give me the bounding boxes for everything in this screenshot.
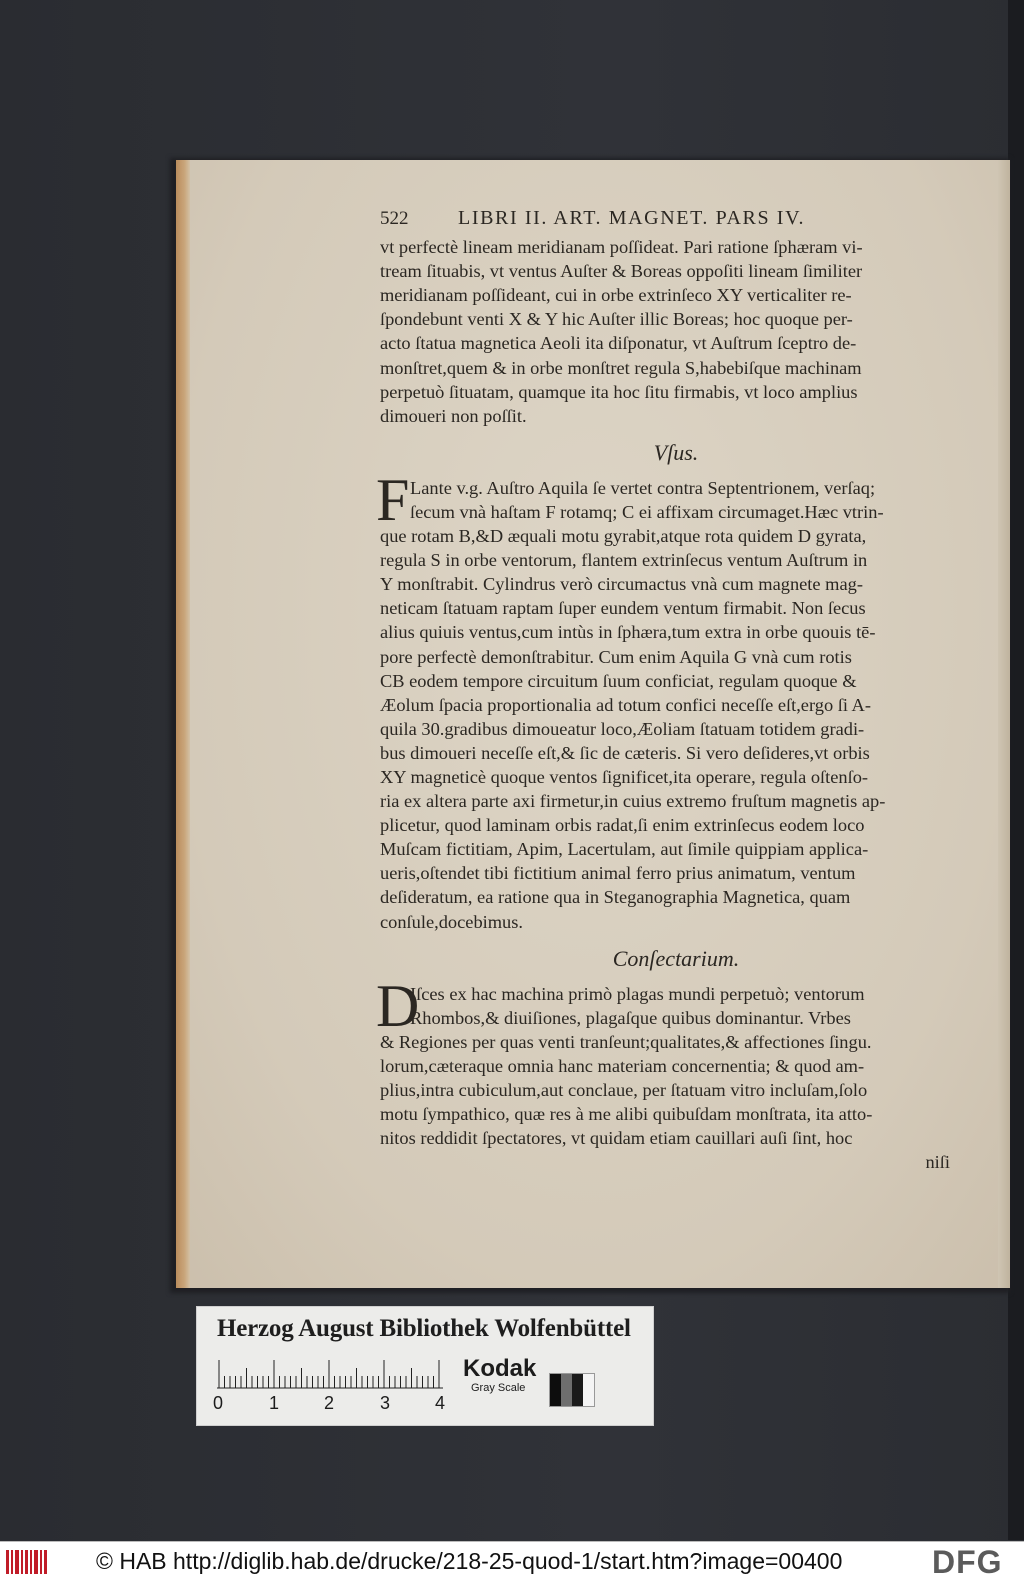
library-color-card: [196, 1306, 654, 1426]
page-edge-left: [176, 160, 190, 1288]
text-line: acto ſtatua magnetica Aeoli ita diſponatur, vt Auſtrum ſceptro de-: [380, 333, 857, 354]
ruler-number: 1: [269, 1393, 280, 1413]
section-title-consectarium: Conſectarium.: [612, 945, 740, 971]
drop-cap: F: [376, 466, 410, 533]
gray-scale-label: Gray Scale: [471, 1382, 526, 1394]
text-line: regula S in orbe ventorum, flantem extrinſecus ventum Auſtrum in: [380, 550, 868, 571]
text-line: ſecum vnà haſtam F rotamq; C ei affixam circumaget.Hæc vtrin-: [410, 501, 884, 522]
paragraph-vsus: [376, 466, 960, 934]
text-line: motu ſympathico, quæ res à me alibi quibuſdam monſtrata, ita atto-: [380, 1104, 873, 1125]
gray-patch: [583, 1374, 594, 1406]
kodak-logo: Kodak: [463, 1355, 537, 1382]
text-line: que rotam B,&D æquali motu gyrabit,atque rota quidem D gyrata,: [380, 526, 867, 547]
text-line: lorum,cæteraque omnia hanc materiam concernentia; & quod am-: [380, 1055, 865, 1076]
text-line: XY magneticè quoque ventos ſignificet,ita operare, regula oſtenſo-: [380, 766, 869, 787]
text-line: Y monſtrabit. Cylindrus verò circumactus vnà cum magnete mag-: [380, 574, 863, 595]
text-line: tream ſituabis, vt ventus Auſter & Boreas oppoſiti lineam ſimiliter: [380, 261, 863, 282]
catchword: niſi: [925, 1152, 950, 1173]
drop-cap: D: [376, 972, 420, 1039]
ruler-number: 2: [324, 1393, 335, 1413]
text-line: ria ex altera parte axi firmetur,in cuius extremo fruſtum magnetis ap-: [380, 791, 886, 812]
page-text-block: [376, 206, 960, 1174]
text-line: perpetuò ſituatam, quamque ita hoc ſitu firmabis, vt loco amplius: [380, 381, 858, 402]
text-line: alius quiuis ventus,cum intùs in ſphæra,tum extra in orbe quouis tē-: [380, 622, 876, 643]
text-line: vt perfectè lineam meridianam poſſideat. Pari ratione ſphæram vi-: [380, 237, 863, 258]
text-line: CB eodem tempore circuitum ſuum conficiat, regulam quoque &: [380, 670, 857, 691]
page-edge-right: [998, 160, 1010, 1288]
library-name: Herzog August Bibliothek Wolfenbüttel: [217, 1315, 631, 1342]
text-line: nitos reddidit ſpectatores, vt quidam etiam cauillari auſi ſint, hoc: [380, 1128, 853, 1149]
ruler-number: 0: [213, 1393, 224, 1413]
scan-right-edge: [1008, 0, 1024, 1540]
text-line: monſtret,quem & in orbe monſtret regula S,habebiſque machinam: [380, 357, 862, 378]
text-line: conſule,docebimus.: [380, 911, 524, 932]
gray-patch: [561, 1374, 572, 1406]
paragraph-1: [380, 235, 960, 428]
gray-scale-patches: [549, 1373, 595, 1407]
footer-bar: [0, 1541, 1024, 1583]
text-line: neticam ſtatuam raptam ſuper eundem ventum firmabit. Non ſecus: [380, 598, 866, 619]
hab-barcode-logo-icon: [4, 1547, 48, 1577]
ruler-number: 4: [435, 1393, 446, 1413]
text-line: plius,intra cubiculum,aut conclaue, per ſtatuam vitro incluſam,ſolo: [380, 1080, 868, 1100]
footer-copyright-url: © HAB http://diglib.hab.de/drucke/218-25-quod-1/start.htm?image=00400: [96, 1548, 843, 1574]
ruler-icon: [217, 1359, 443, 1389]
text-line: meridianam poſſideant, cui in orbe extrinſeco XY verticaliter re-: [380, 285, 852, 306]
text-line: dimoueri non poſſit.: [380, 405, 527, 426]
text-line: & Regiones per quas venti tranſeunt;qualitates,& affectiones ſingu.: [380, 1031, 872, 1052]
page-header: [380, 206, 960, 231]
paragraph-consectarium: [376, 972, 960, 1175]
text-line: ueris,oſtendet tibi fictitium animal ferro prius animatum, ventum: [380, 863, 856, 884]
text-line: Muſcam fictitiam, Apim, Lacertulam, aut ſimile quippiam applica-: [380, 839, 869, 860]
text-line: Æolum ſpacia proportionalia ad totum confici neceſſe eſt,ergo ſi A-: [380, 694, 871, 715]
text-line: plicetur, quod laminam orbis radat,ſi enim extrinſecus eodem loco: [380, 815, 865, 836]
text-line: ſpondebunt venti X & Y hic Auſter illic Boreas; hoc quoque per-: [380, 309, 853, 330]
running-head: LIBRI II. ART. MAGNET. PARS IV.: [458, 207, 806, 229]
gray-patch: [550, 1374, 561, 1406]
ruler-number: 3: [380, 1393, 391, 1413]
text-line: quila 30.gradibus dimoueatur loco,Æoliam ſtatuam totidem gradi-: [380, 718, 865, 739]
gray-patch: [572, 1374, 583, 1406]
text-line: deſideratum, ea ratione qua in Steganographia Magnetica, quam: [380, 887, 851, 908]
section-title-vsus: Vſus.: [653, 439, 699, 465]
text-line: pore perfectè demonſtrabitur. Cum enim Aquila G vnà cum rotis: [380, 646, 852, 667]
text-line: bus dimoueri neceſſe eſt,& ſic de cæteris. Si vero deſideres,vt orbis: [380, 742, 870, 763]
dfg-logo: DFG: [932, 1544, 1003, 1580]
text-line: Lante v.g. Auſtro Aquila ſe vertet contra Septentrionem, verſaq;: [410, 477, 876, 498]
text-line: Iſces ex hac machina primò plagas mundi perpetuò; ventorum: [410, 983, 865, 1004]
text-line: Rhombos,& diuiſiones, plagaſque quibus dominantur. Vrbes: [410, 1007, 851, 1028]
page-number: 522: [380, 208, 409, 229]
